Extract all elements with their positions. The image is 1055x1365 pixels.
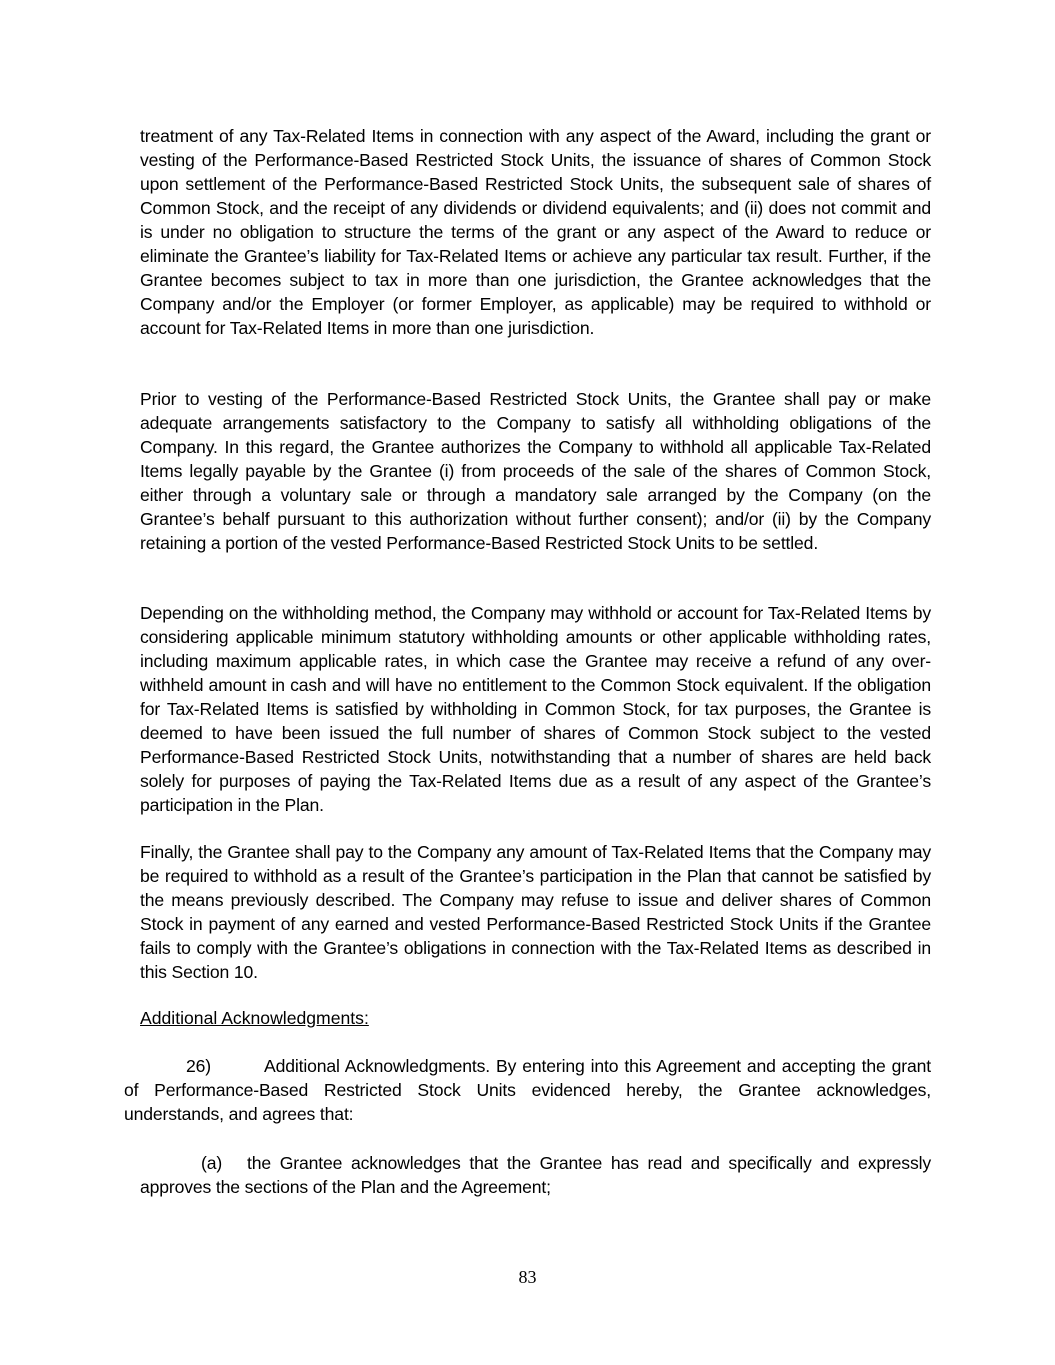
paragraph-final-payment: Finally, the Grantee shall pay to the Company any amount of Tax-Related Items that the Company may be required to withhold as a result of the Grantee’s participation in the Plan that cannot be satisfied by the means previously described. The Company may refuse to issue and deliver shares of Common Stock in payment of any earned and vested Performance-Based Restricted Stock Units if the Grantee fails to comply with the Grantee’s obligations in connection with the Tax-Related Items as described in this Section 10. xyxy=(140,842,931,982)
list-item-label: (a) xyxy=(201,1153,223,1173)
paragraph-tax-related-items-treatment: treatment of any Tax-Related Items in connection with any aspect of the Award, including the grant or vesting of the Performance-Based Restricted Stock Units, the issuance of shares of Common Stock upon settlement of the Performance-Based Restricted Stock Units, the subsequent sale of shares of Common Stock, and the receipt of any dividends or dividend equivalents; and (ii) does not commit and is under no obligation to structure the terms of the grant or any aspect of the Award to reduce or eliminate the Grantee’s liability for Tax-Related Items or achieve any particular tax result. Further, if the Grantee becomes subject to tax in more than one jurisdiction, the Grantee acknowledges that the Company and/or the Employer (or former Employer, as applicable) may be required to withhold or account for Tax-Related Items in more than one jurisdiction. xyxy=(140,126,931,338)
page-number: 83 xyxy=(518,1267,537,1287)
section-text: Additional Acknowledgments. By entering into this Agreement and accepting the grant of Performance-Based Restricted Stock Units evidenced hereby, the Grantee acknowledges, understands, and agrees that: xyxy=(124,1056,931,1124)
paragraph-withholding-method: Depending on the withholding method, the Company may withhold or account for Tax-Related Items by considering applicable minimum statutory withholding amounts or other applicable withholding rates, including maximum applicable rates, in which case the Grantee may receive a refund of any over-withheld amount in cash and will have no entitlement to the Common Stock equivalent. If the obligation for Tax-Related Items is satisfied by withholding in Common Stock, for tax purposes, the Grantee is deemed to have been issued the full number of shares of Common Stock subject to the vested Performance-Based Restricted Stock Units, notwithstanding that a number of shares are held back solely for purposes of paying the Tax-Related Items due as a result of any aspect of the Grantee’s participation in the Plan. xyxy=(140,603,931,815)
paragraph-withholding-arrangements: Prior to vesting of the Performance-Based Restricted Stock Units, the Grantee shall pay or make adequate arrangements satisfactory to the Company to satisfy all withholding obligations of the Company. In this regard, the Grantee authorizes the Company to withhold all applicable Tax-Related Items legally payable by the Grantee (i) from proceeds of the sale of the shares of Common Stock, either through a voluntary sale or through a mandatory sale arranged by the Company (on the Grantee’s behalf pursuant to this authorization without further consent); and/or (ii) by the Company retaining a portion of the vested Performance-Based Restricted Stock Units to be settled. xyxy=(140,389,931,553)
section-heading: Additional Acknowledgments: xyxy=(140,1008,369,1028)
list-item-text: the Grantee acknowledges that the Grantee has read and specifically and expressly approves the sections of the Plan and the Agreement; xyxy=(140,1153,931,1197)
list-item-a xyxy=(140,1151,931,1199)
section-26 xyxy=(124,1054,931,1126)
section-number: 26) xyxy=(186,1056,211,1076)
